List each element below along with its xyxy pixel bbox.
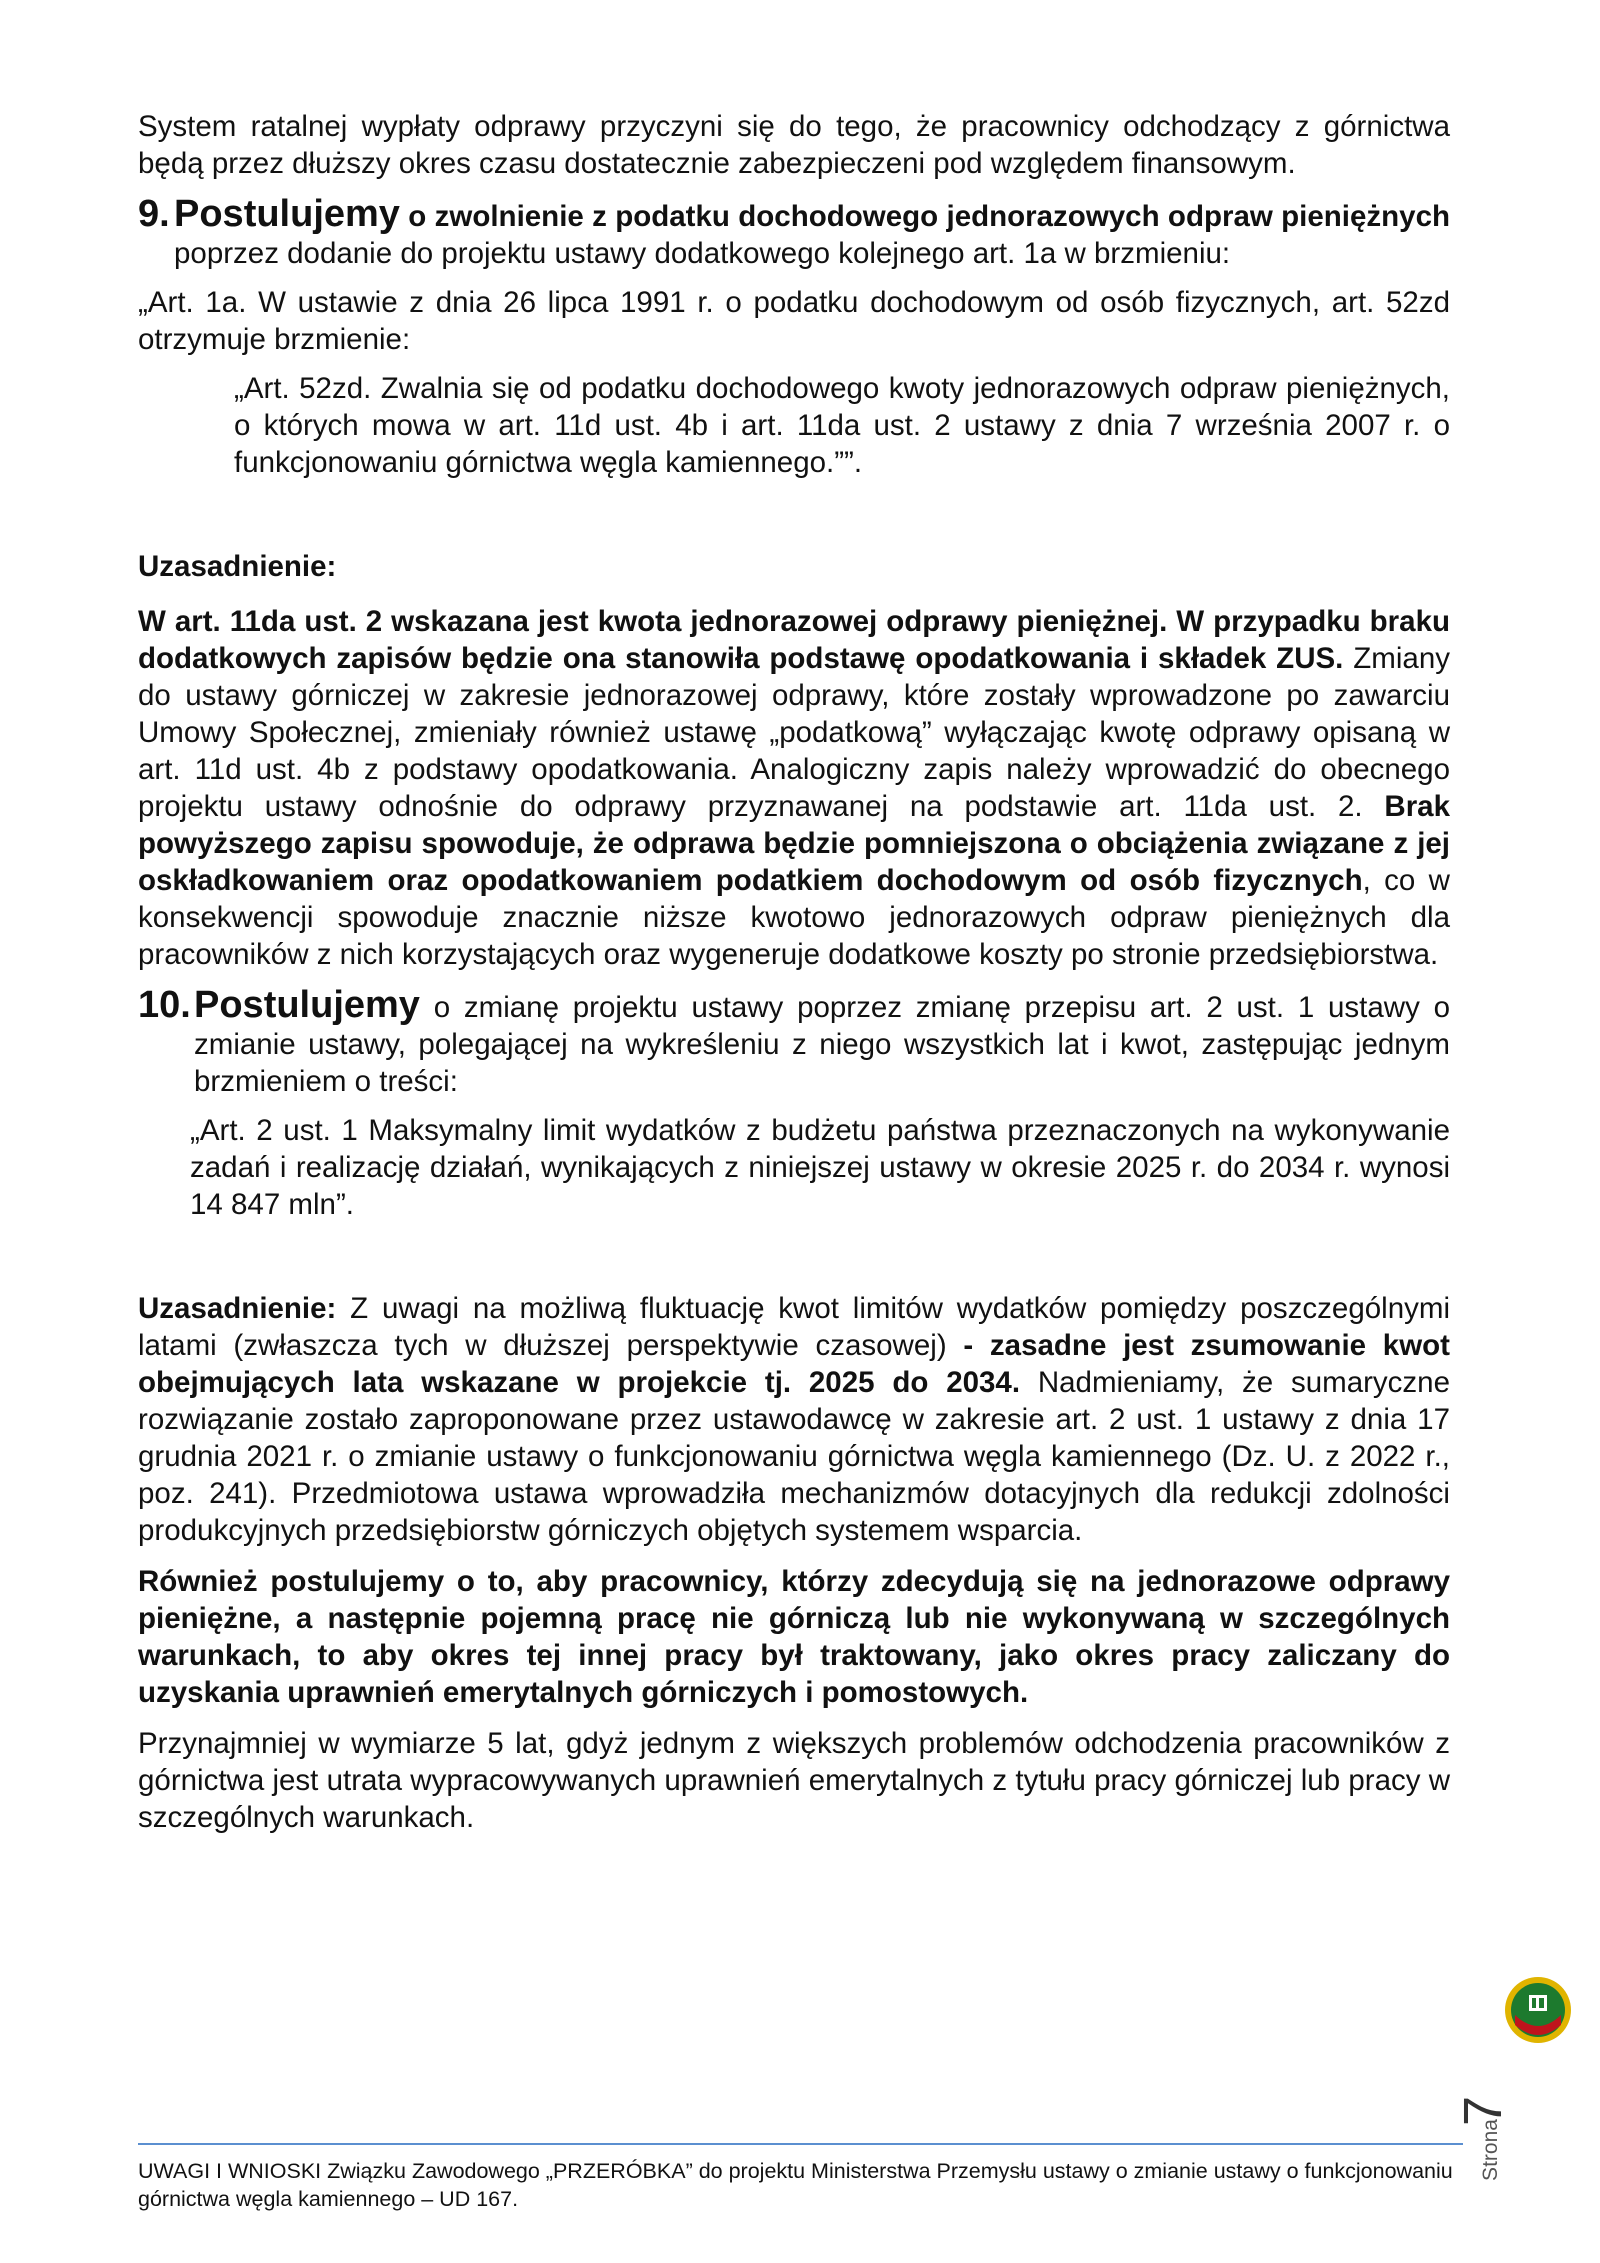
postulate-10 — [138, 984, 1450, 1100]
quote-art-1a: „Art. 1a. W ustawie z dnia 26 lipca 1991 r. o podatku dochodowym od osób fizycznych, art. 52zd otrzymuje brzmienie: — [138, 286, 1450, 356]
postulate-10-text — [194, 984, 1450, 1100]
justification-2-bold: - zasadne jest zsumowanie kwot obejmujących lata wskazane w projekcie tj. 2025 do 2034. — [138, 1329, 1450, 1399]
postulate-9-rest: poprzez dodanie do projektu ustawy dodatkowego kolejnego art. 1a w brzmieniu: — [174, 237, 1231, 270]
justification-1-text-a: Zmiany do ustawy górniczej w zakresie jednorazowej odprawy, które zostały wprowadzone po zawarciu Umowy Społecznej, zmieniały również ustawę „podatkową” wyłączając kwotę odprawy opisaną w art. 11d ust. 4b z podstawy opodatkowania. Analogiczny zapis należy wprowadzić do obecnego projektu ustawy odnośnie do odprawy przyznawanej na podstawie art. 11da ust. 2. — [138, 642, 1450, 823]
union-emblem-icon — [1503, 1975, 1573, 2045]
justification-1-bold-b: Brak powyższego zapisu spowoduje, że odprawa będzie pomniejszona o obciążenia związane z jej oskładkowaniem oraz opodatkowaniem podatkiem dochodowym od osób fizycznych — [138, 790, 1450, 897]
footer-divider — [138, 2143, 1463, 2145]
footer-text: UWAGI I WNIOSKI Związku Zawodowego „PRZERÓBKA” do projektu Ministerstwa Przemysłu ustawy o zmianie ustawy o funkcjonowaniu górnictwa węgla kamiennego – UD 167. — [138, 2159, 1453, 2211]
quote-art-2: „Art. 2 ust. 1 Maksymalny limit wydatków z budżetu państwa przeznaczonych na wykonywanie zadań i realizację działań, wynikających z niniejszej ustawy w okresie 2025 r. do 2034 r. wynosi 14 847 mln”. — [190, 1114, 1450, 1221]
postulate-lead: Postulujemy — [174, 193, 400, 235]
quote-art-52zd: „Art. 52zd. Zwalnia się od podatku dochodowego kwoty jednorazowych odpraw pieniężnych, o których mowa w art. 11d ust. 4b i art. 11da ust. 2 ustawy z dnia 7 września 2007 r. o funkcjonowaniu górnictwa węgla kamiennego.””. — [234, 372, 1450, 479]
postulate-9 — [138, 193, 1450, 272]
intro-paragraph: System ratalnej wypłaty odprawy przyczyni się do tego, że pracownicy odchodzący z górnictwa będą przez dłuższy okres czasu dostatecznie zabezpieczeni pod względem finansowym. — [138, 110, 1450, 180]
postulate-pension-paragraph: Również postulujemy o to, aby pracownicy, którzy zdecydują się na jednorazowe odprawy pieniężne, a następnie pojemną pracę nie górniczą lub nie wykonywaną w szczególnych warunkach, to aby okres tej innej pracy był traktowany, jako okres pracy zaliczany do uzyskania uprawnień emerytalnych górniczych i pomostowych. — [138, 1565, 1450, 1709]
closing-paragraph: Przynajmniej w wymiarze 5 lat, gdyż jednym z większych problemów odchodzenia pracowników z górnictwa jest utrata wypracowywanych uprawnień emerytalnych z tytułu pracy górniczej lub pracy w szczególnych warunkach. — [138, 1727, 1450, 1834]
justification-1-text-b: , co w konsekwencji spowoduje znacznie niższe kwotowo jednorazowych odpraw pieniężnych dla pracowników z nich korzystających oraz wygeneruje dodatkowe koszty po stronie przedsiębiorstwa. — [138, 864, 1450, 971]
justification-2-text — [138, 1290, 1450, 1549]
postulate-10-rest: o zmianę projektu ustawy poprzez zmianę przepisu art. 2 ust. 1 ustawy o zmianie ustawy, polegającej na wykreśleniu z niego wszystkich lat i kwot, zastępując jednym brzmieniem o treści: — [194, 991, 1450, 1098]
page-label: Strona — [1478, 2119, 1502, 2181]
postulate-lead: Postulujemy — [194, 984, 420, 1026]
page-indicator — [1453, 2050, 1590, 2210]
justification-1-text — [138, 603, 1450, 973]
page-number: 7 — [1453, 2095, 1514, 2127]
justification-heading: Uzasadnienie: — [138, 1292, 337, 1325]
item-number: 10. — [138, 984, 191, 1026]
document-body — [138, 108, 1450, 1836]
justification-2-text-b: Nadmieniamy, że sumaryczne rozwiązanie zostało zaproponowane przez ustawodawcę w zakresie art. 2 ust. 1 ustawy z dnia 17 grudnia 2021 r. o zmianie ustawy o funkcjonowaniu górnictwa węgla kamiennego (Dz. U. z 2022 r., poz. 241). Przedmiotowa ustawa wprowadziła mechanizmów dotacyjnych dla redukcji zdolności produkcyjnych przedsiębiorstw górniczych objętych systemem wsparcia. — [138, 1366, 1450, 1547]
postulate-9-bold: o zwolnienie z podatku dochodowego jednorazowych odpraw pieniężnych — [399, 200, 1450, 233]
postulate-9-text — [174, 193, 1450, 272]
justification-1-bold-a: W art. 11da ust. 2 wskazana jest kwota jednorazowej odprawy pieniężnej. W przypadku braku dodatkowych zapisów będzie ona stanowiła podstawę opodatkowania i składek ZUS. — [138, 605, 1450, 675]
justification-2-text-a: Z uwagi na możliwą fluktuację kwot limitów wydatków pomiędzy poszczególnymi latami (zwłaszcza tych w dłuższej perspektywie czasowej) — [138, 1292, 1450, 1362]
item-number: 9. — [138, 193, 170, 235]
justification-heading: Uzasadnienie: — [138, 550, 337, 583]
